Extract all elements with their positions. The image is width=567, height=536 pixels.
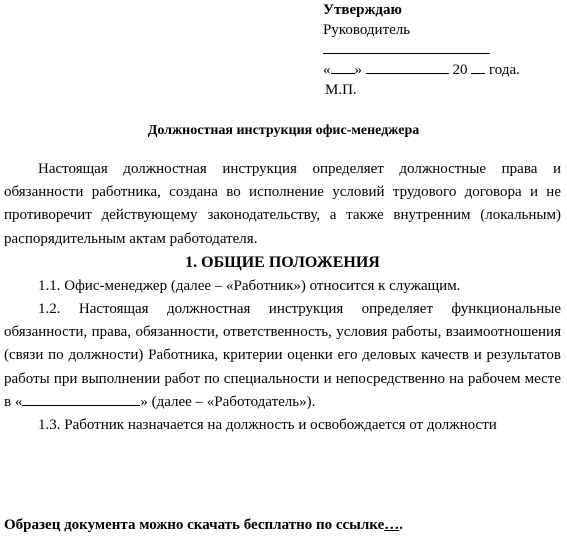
month-blank xyxy=(366,60,449,74)
clause-1-3: 1.3. Работник назначается на должность и освобождается от должности xyxy=(38,417,497,434)
intro-paragraph: Настоящая должностная инструкция определяет должностные права и обязанности работника, создана во исполнение условий трудового договора и не противоречит действующему законодательству, а также внутренним (локальным) распорядительным актам работодателя. xyxy=(4,161,561,247)
signature-underline xyxy=(323,41,490,54)
document-body xyxy=(4,158,561,437)
date-open-quote: « xyxy=(323,62,331,78)
approval-role: Руководитель xyxy=(323,22,411,38)
approval-title: Утверждаю xyxy=(323,2,402,18)
clause-1-2-before: 1.2. Настоящая должностная инструкция определяет функциональные обязанности, права, обязанности, ответственность, условия работы, взаимоотношения (связи по должности) Работника, критерии оценки его деловых качеств и результатов работы при выполнении работ по специальности и непосредственно на рабочем месте в « xyxy=(4,301,561,410)
clause-1-2 xyxy=(4,298,561,414)
day-blank xyxy=(331,60,355,74)
approval-date xyxy=(323,60,563,80)
signature-line xyxy=(323,40,563,60)
download-link[interactable]: … xyxy=(384,517,400,533)
document-title: Должностная инструкция офис-менеджера xyxy=(147,123,420,138)
clause-1-1: 1.1. Офис-менеджер (далее – «Работник») относится к служащим. xyxy=(38,277,461,294)
date-year-suffix: года. xyxy=(489,62,520,78)
employer-name-blank xyxy=(22,392,140,406)
date-year-prefix: 20 xyxy=(452,62,468,78)
approval-block xyxy=(323,0,563,100)
download-note-text: Образец документа можно скачать бесплатно по ссылке xyxy=(4,517,385,533)
date-close-quote: » xyxy=(354,62,362,78)
clause-1-2-after: » (далее – «Работодатель»). xyxy=(140,393,316,410)
stamp-place: М.П. xyxy=(325,82,357,98)
section-1-title: 1. ОБЩИЕ ПОЛОЖЕНИЯ xyxy=(185,253,380,271)
download-note: Образец документа можно скачать бесплатно по ссылке…. xyxy=(4,517,403,533)
year-blank xyxy=(471,60,485,74)
